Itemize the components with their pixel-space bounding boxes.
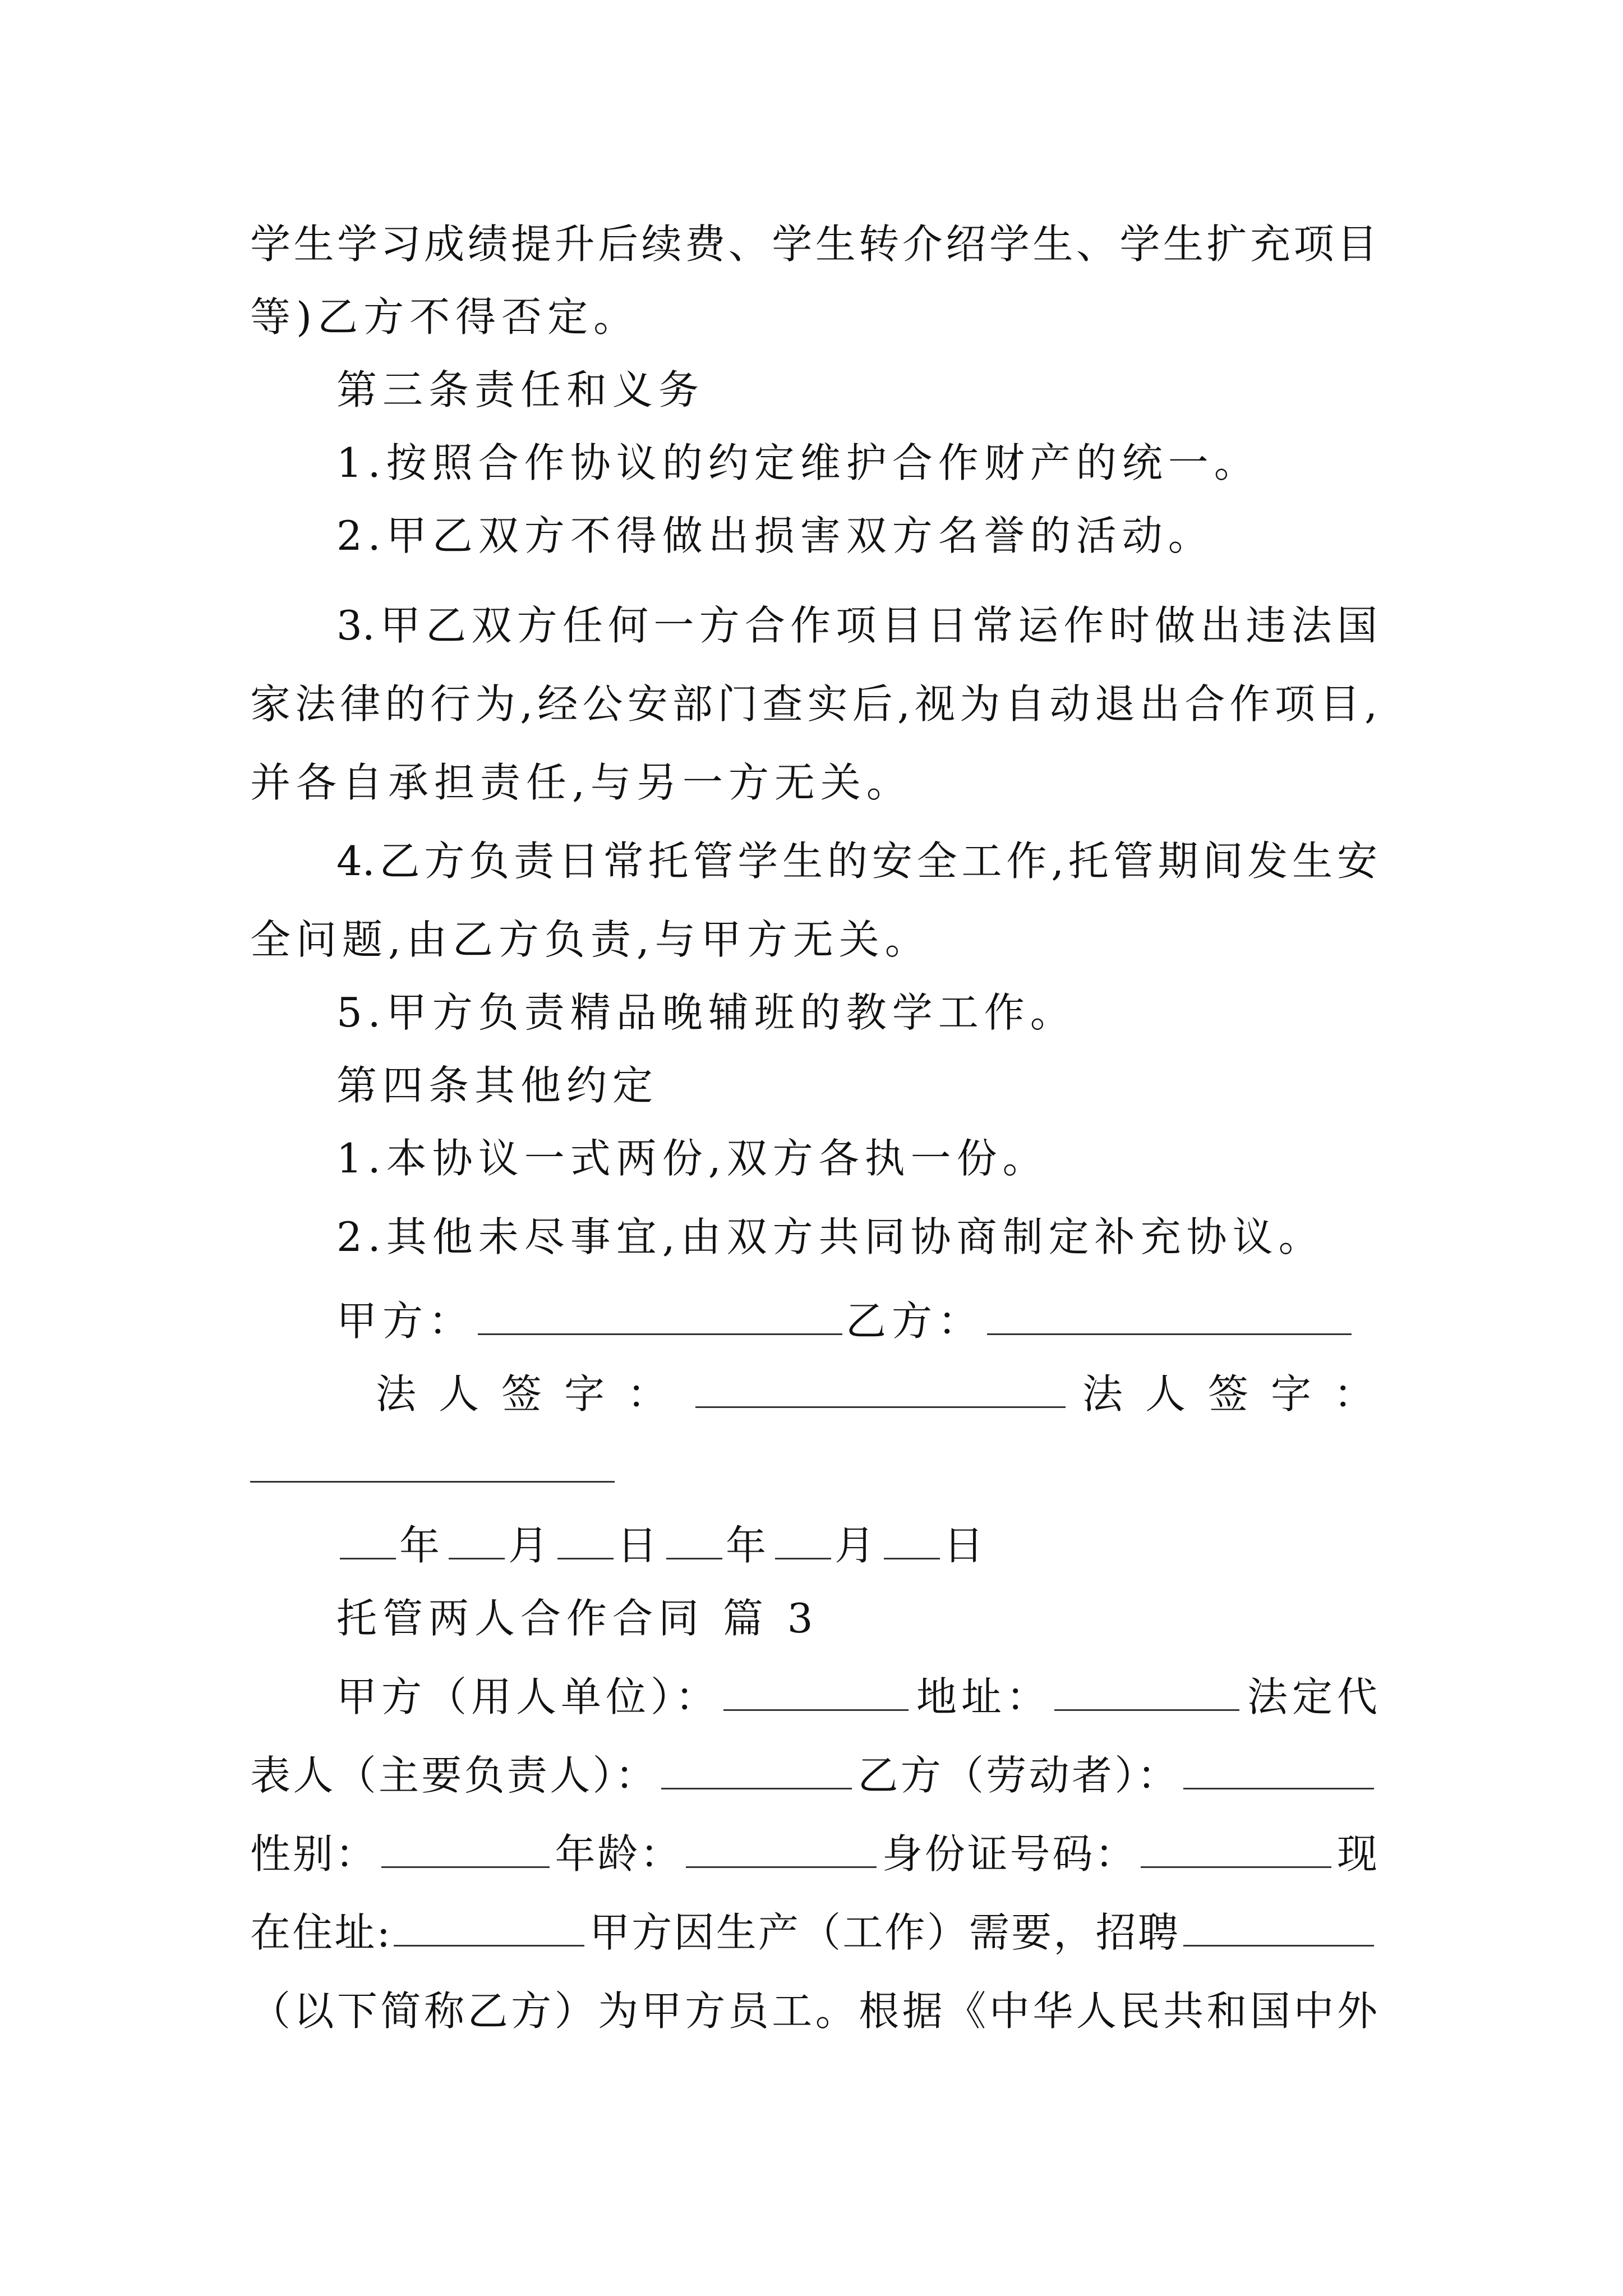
party-b-label: 乙方： bbox=[846, 1297, 984, 1345]
legal-sign-line bbox=[376, 1363, 1397, 1425]
section-title: 托管两人合作合同 篇 3 bbox=[336, 1595, 819, 1642]
year-blank[interactable] bbox=[340, 1557, 396, 1559]
current-address-label: 在住址 bbox=[250, 1909, 377, 1956]
legal-sign-label: 法人签字： bbox=[1082, 1370, 1397, 1418]
contract-line bbox=[250, 1745, 1377, 1806]
paragraph-line: （以下简称乙方）为甲方员工。根据《中华人民共和国中外 bbox=[250, 1987, 1377, 2035]
current-address-blank[interactable] bbox=[394, 1944, 584, 1947]
address-blank[interactable] bbox=[1054, 1709, 1239, 1711]
article-heading: 第三条责任和义务 bbox=[336, 366, 705, 413]
year-blank[interactable] bbox=[666, 1557, 722, 1559]
party-b-worker-label: 乙方（劳动者）： bbox=[855, 1752, 1180, 1799]
day-label: 日 bbox=[943, 1522, 990, 1569]
month-label: 月 bbox=[508, 1522, 555, 1569]
id-label: 身份证号码： bbox=[880, 1830, 1138, 1878]
day-blank[interactable] bbox=[557, 1557, 614, 1559]
id-blank[interactable] bbox=[1141, 1866, 1331, 1868]
paragraph-line: 2.其他未尽事宜,由双方共同协商制定补充协议。 bbox=[336, 1213, 1325, 1260]
day-label: 日 bbox=[617, 1522, 663, 1569]
party-a-employer-label: 甲方（用人单位）： bbox=[336, 1673, 720, 1720]
signature-parties bbox=[336, 1290, 1377, 1352]
paragraph-line: 3.甲乙双方任何一方合作项目日常运作时做出违法国 bbox=[336, 602, 1377, 649]
day-blank[interactable] bbox=[884, 1557, 940, 1559]
paragraph-line: 等)乙方不得否定。 bbox=[250, 293, 640, 341]
contract-line bbox=[250, 1823, 1377, 1885]
month-blank[interactable] bbox=[449, 1557, 505, 1559]
party-a-label: 甲方： bbox=[336, 1297, 475, 1345]
employer-blank[interactable] bbox=[723, 1709, 909, 1711]
paragraph-line: 全问题,由乙方负责,与甲方无关。 bbox=[250, 916, 931, 963]
contract-line bbox=[250, 1902, 1377, 1963]
legal-rep-label: 法定代 bbox=[1242, 1673, 1377, 1720]
paragraph-line: 2.甲乙双方不得做出损害双方名誉的活动。 bbox=[336, 512, 1214, 559]
hire-text: 甲方因生产（工作）需要，招聘 bbox=[587, 1909, 1180, 1956]
legal-rep-blank[interactable] bbox=[661, 1787, 852, 1789]
article-heading: 第四条其他约定 bbox=[336, 1062, 659, 1109]
paragraph-line: 家法律的行为,经公安部门查实后,视为自动退出合作项目, bbox=[250, 680, 1377, 728]
paragraph-line: 5.甲方负责精品晚辅班的教学工作。 bbox=[336, 989, 1076, 1036]
legal-sign-blank[interactable] bbox=[250, 1481, 615, 1483]
paragraph-line: 并各自承担责任,与另一方无关。 bbox=[250, 759, 912, 806]
paragraph-line: 学生学习成绩提升后续费、学生转介绍学生、学生扩充项目 bbox=[250, 220, 1377, 268]
gender-label: 性别： bbox=[250, 1830, 378, 1878]
gender-blank[interactable] bbox=[381, 1866, 550, 1868]
month-blank[interactable] bbox=[775, 1557, 831, 1559]
hire-blank[interactable] bbox=[1183, 1944, 1374, 1947]
paragraph-line: 4.乙方负责日常托管学生的安全工作,托管期间发生安 bbox=[336, 838, 1377, 885]
age-label: 年龄： bbox=[552, 1830, 683, 1878]
year-label: 年 bbox=[726, 1522, 772, 1569]
address-label: 地址： bbox=[911, 1673, 1051, 1720]
age-blank[interactable] bbox=[686, 1866, 877, 1868]
legal-rep-label: 表人（主要负责人）： bbox=[250, 1752, 658, 1799]
legal-sign-blank[interactable] bbox=[695, 1406, 1066, 1408]
date-line bbox=[336, 1515, 1377, 1576]
current-label: 现 bbox=[1335, 1830, 1377, 1878]
legal-sign-label: 法人签字： bbox=[376, 1370, 690, 1418]
colon: : bbox=[376, 1909, 390, 1956]
worker-blank[interactable] bbox=[1183, 1787, 1374, 1789]
party-b-blank[interactable] bbox=[987, 1333, 1352, 1335]
paragraph-line: 1.按照合作协议的约定维护合作财产的统一。 bbox=[336, 439, 1260, 486]
month-label: 月 bbox=[834, 1522, 881, 1569]
paragraph-line: 1.本协议一式两份,双方各执一份。 bbox=[336, 1135, 1049, 1182]
contract-line bbox=[336, 1666, 1377, 1728]
year-label: 年 bbox=[399, 1522, 446, 1569]
party-a-blank[interactable] bbox=[478, 1333, 842, 1335]
